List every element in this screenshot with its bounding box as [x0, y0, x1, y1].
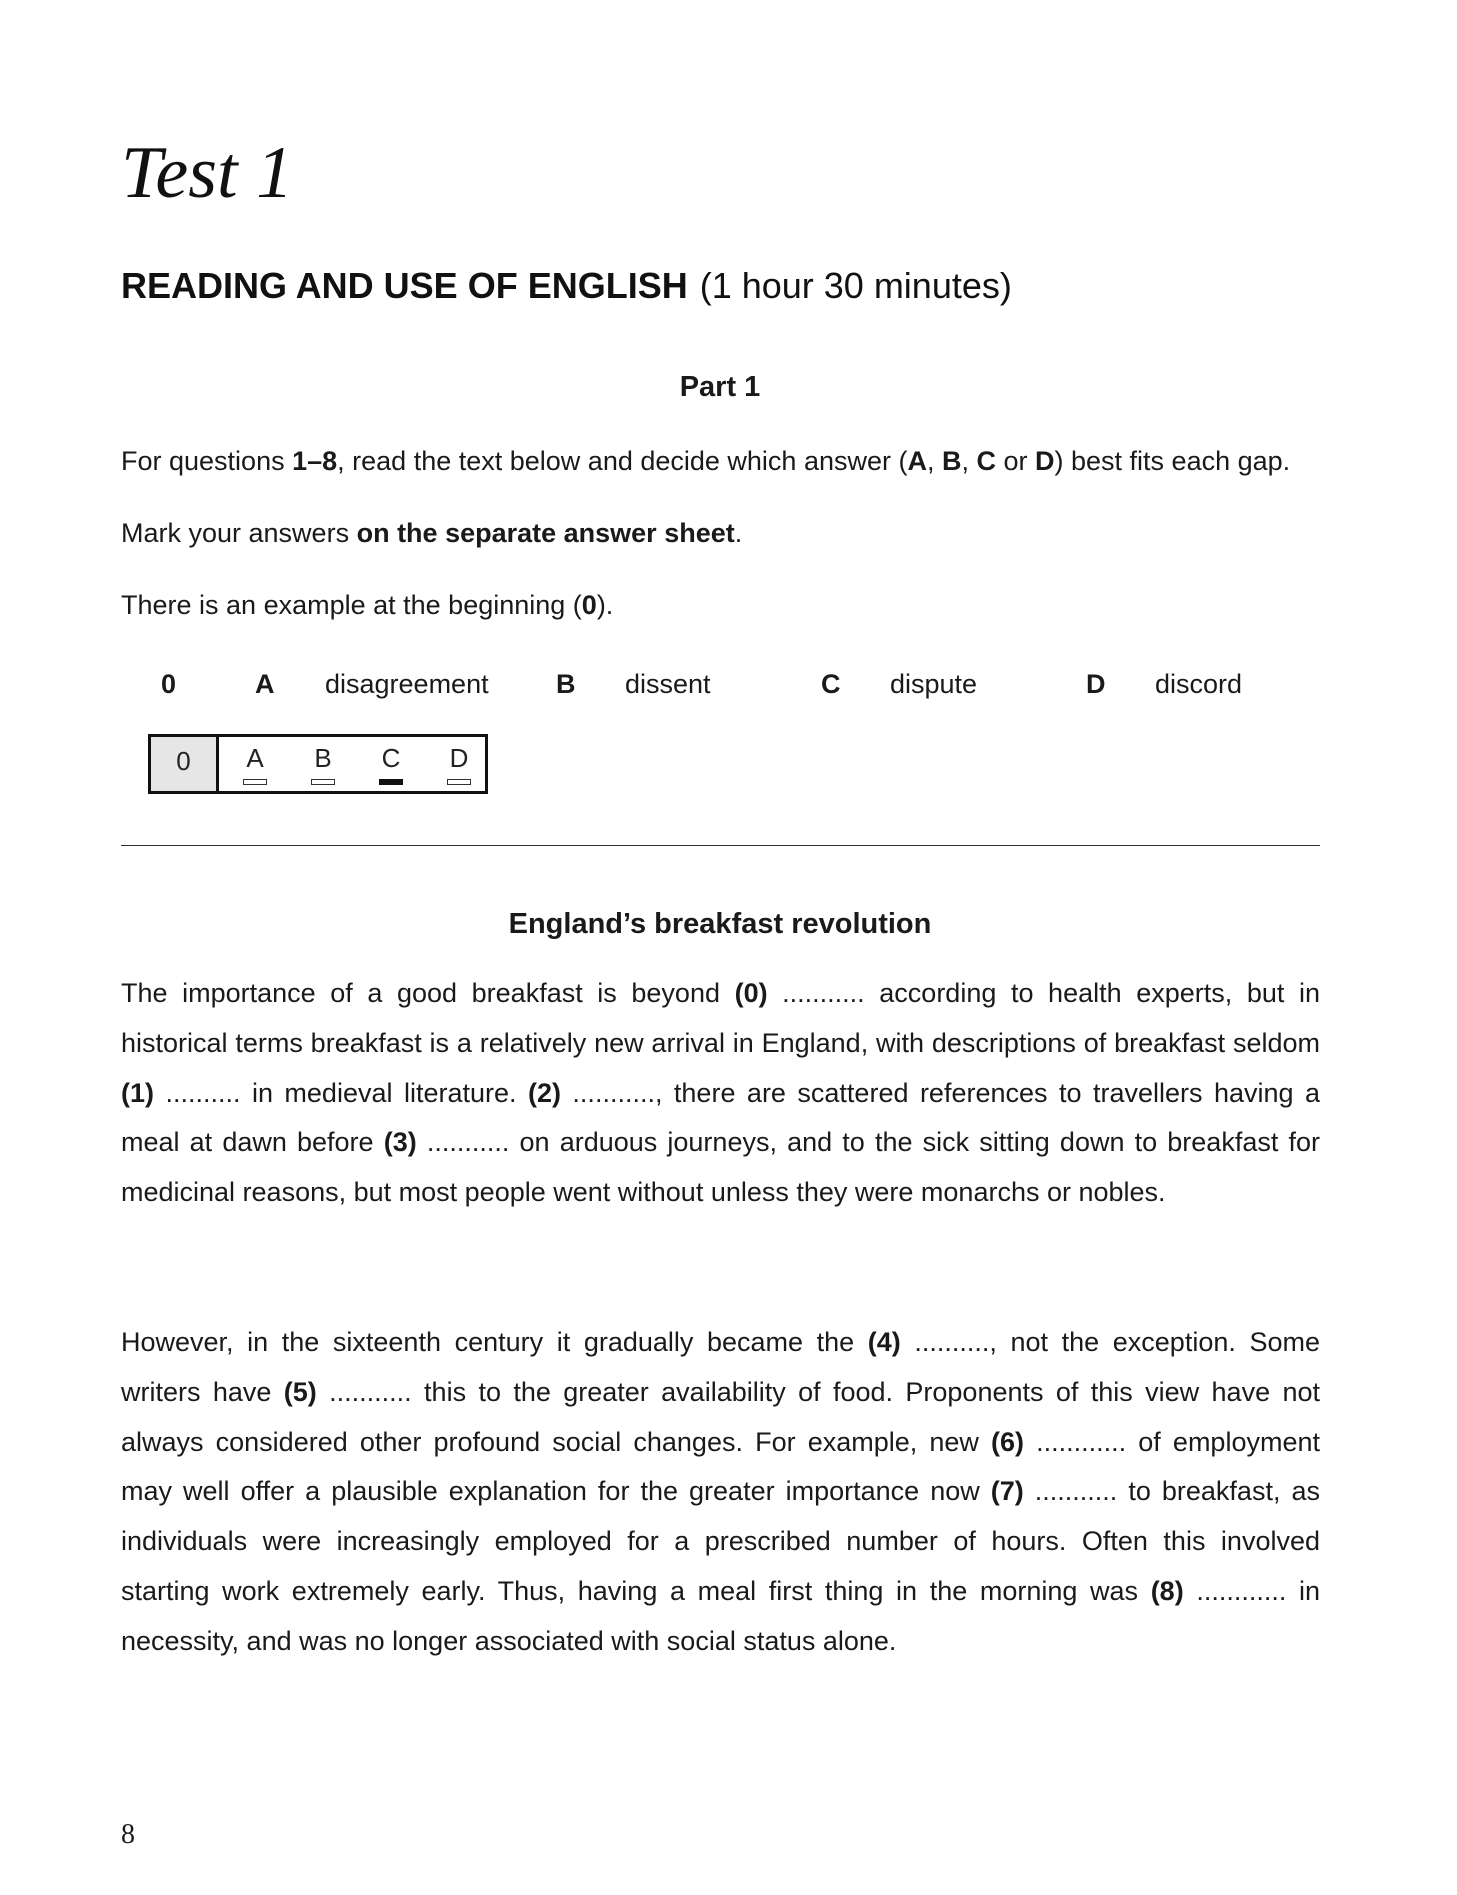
answer-box-letter-a: A — [246, 743, 264, 773]
answer-mark-b — [311, 779, 335, 785]
passage-text: ............ of employment may well offer a plausible explanation for the greater importance now — [121, 1426, 1320, 1507]
instruction-emphasis: on the separate answer sheet — [356, 518, 735, 548]
example-option-letter-d: D — [1086, 669, 1106, 699]
instruction-text: , read the text below and decide which answer ( — [337, 446, 908, 476]
example-option-letter-a: A — [255, 669, 275, 699]
instruction-letter-b: B — [942, 446, 962, 476]
gap-7: (7) — [990, 1476, 1024, 1507]
example-option-letter-c: C — [821, 669, 841, 699]
passage-text: ............ in necessity, and was no longer associated with social status alone. — [121, 1575, 1320, 1656]
instruction-text: There is an example at the beginning ( — [121, 590, 582, 620]
answer-mark-c — [379, 779, 403, 785]
answer-mark-a — [243, 779, 267, 785]
instruction-question-range: 1–8 — [292, 446, 338, 476]
example-number: 0 — [161, 669, 177, 699]
gap-2: (2) — [527, 1077, 561, 1108]
example-options-row — [0, 669, 1457, 709]
instruction-text: For questions — [121, 446, 293, 476]
section-title: READING AND USE OF ENGLISH — [121, 265, 688, 306]
answer-box-question-cell — [151, 737, 219, 791]
text-title: England’s breakfast revolution — [508, 908, 932, 940]
instruction-example — [121, 589, 613, 621]
page-number: 8 — [121, 1819, 135, 1850]
instruction-answer-sheet — [121, 517, 742, 549]
instruction-text: , — [961, 446, 977, 476]
answer-box-letter-b: B — [314, 743, 332, 773]
example-option-word-a: disagreement — [325, 669, 489, 699]
answer-mark-d — [447, 779, 471, 785]
gap-3: (3) — [383, 1127, 417, 1158]
instruction-example-number: 0 — [581, 590, 597, 620]
passage-text: ..........., there are scattered references to travellers having a meal at dawn before — [121, 1077, 1320, 1158]
example-option-word-b: dissent — [625, 669, 711, 699]
example-option-letter-b: B — [556, 669, 576, 699]
answer-box-letter-d: D — [449, 743, 469, 773]
gap-4: (4) — [867, 1327, 901, 1357]
passage-text: .......... in medieval literature. — [154, 1077, 528, 1108]
passage-text: ........... on arduous journeys, and to the sick sitting down to breakfast for medicinal reasons, but most people went without unless they were monarchs or nobles. — [121, 1127, 1320, 1208]
passage-text: The importance of a good breakfast is beyond — [121, 978, 735, 1008]
gap-0: (0) — [734, 978, 768, 1008]
gap-6: (6) — [991, 1426, 1025, 1457]
divider — [121, 845, 1320, 846]
answer-box-letter-c: C — [381, 743, 401, 773]
example-option-word-c: dispute — [890, 669, 978, 699]
part-label: Part 1 — [679, 371, 761, 403]
instruction-text: , — [926, 446, 942, 476]
answer-box-question-number: 0 — [176, 746, 191, 776]
instruction-text: or — [996, 446, 1036, 476]
instruction-letter-c: C — [976, 446, 997, 476]
instruction-text: . — [734, 518, 743, 548]
gap-8: (8) — [1150, 1575, 1184, 1606]
passage-text: ........... according to health experts, but in historical terms breakfast is a relatively new arrival in England, with descriptions of breakfast seldom — [121, 978, 1320, 1058]
instruction-text: ) best fits each gap. — [1054, 446, 1291, 476]
instruction-questions — [121, 445, 1290, 477]
passage-text: However, in the sixteenth century it gradually became the — [121, 1327, 868, 1357]
example-answer-box — [148, 734, 488, 794]
passage-text: ........... to breakfast, as individuals were increasingly employed for a prescribed number of hours. Often this involved starting work extremely early. Thus, having a meal first thing in the morning was — [121, 1476, 1320, 1606]
passage-text: .........., not the exception. Some writers have — [121, 1327, 1320, 1407]
instruction-text: ). — [596, 590, 614, 620]
instruction-letter-d: D — [1035, 446, 1055, 476]
instruction-text: Mark your answers — [121, 518, 357, 548]
test-title: Test 1 — [121, 132, 294, 214]
section-duration: (1 hour 30 minutes) — [699, 265, 1012, 306]
passage-text: ........... this to the greater availability of food. Proponents of this view have not always considered other profound social changes. For example, new — [121, 1376, 1320, 1457]
gap-1: (1) — [121, 1077, 154, 1108]
section-heading — [121, 264, 1012, 307]
gap-5: (5) — [283, 1376, 317, 1407]
passage-paragraph-1 — [121, 969, 1320, 1218]
instruction-letter-a: A — [907, 446, 927, 476]
passage-paragraph-2 — [121, 1318, 1320, 1667]
example-option-word-d: discord — [1155, 669, 1243, 699]
